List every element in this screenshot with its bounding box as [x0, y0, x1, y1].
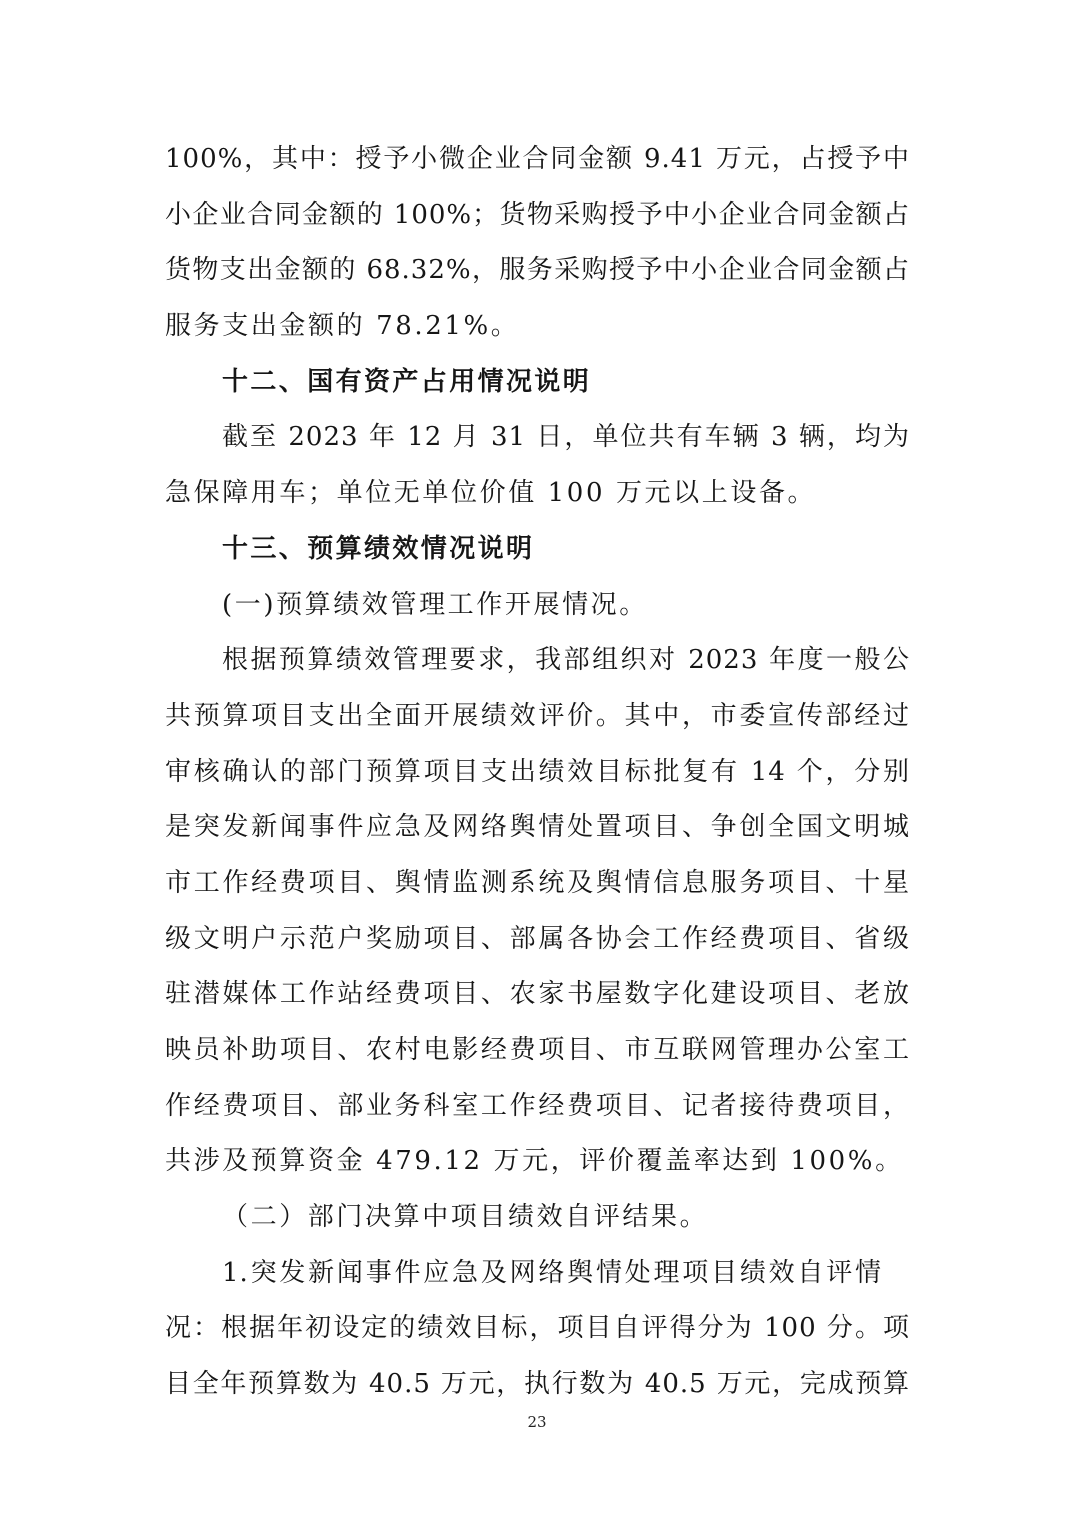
body-line: 况：根据年初设定的绩效目标，项目自评得分为 100 分。项: [165, 1313, 910, 1344]
body-line: 根据预算绩效管理要求，我部组织对 2023 年度一般公: [222, 645, 910, 676]
section-heading-13: 十三、预算绩效情况说明: [222, 533, 535, 564]
body-line: 共预算项目支出全面开展绩效评价。其中，市委宣传部经过: [165, 700, 910, 731]
body-line: 级文明户示范户奖励项目、部属各协会工作经费项目、省级: [165, 923, 910, 954]
body-line: 1.突发新闻事件应急及网络舆情处理项目绩效自评情: [222, 1257, 882, 1288]
body-line: 截至 2023 年 12 月 31 日，单位共有车辆 3 辆，均为: [222, 422, 910, 453]
body-line: 货物支出金额的 68.32%，服务采购授予中小企业合同金额占: [165, 255, 910, 286]
body-line: 市工作经费项目、舆情监测系统及舆情信息服务项目、十星: [165, 867, 910, 898]
page-body: [165, 132, 910, 1413]
subsection-heading-1: (一)预算绩效管理工作开展情况。: [222, 589, 648, 620]
body-line: 目全年预算数为 40.5 万元，执行数为 40.5 万元，完成预算: [165, 1369, 910, 1400]
body-line: 急保障用车；单位无单位价值 100 万元以上设备。: [165, 478, 817, 509]
body-line: 作经费项目、部业务科室工作经费项目、记者接待费项目，: [165, 1090, 910, 1121]
body-line: 驻潜媒体工作站经费项目、农家书屋数字化建设项目、老放: [165, 979, 910, 1010]
body-line: 审核确认的部门预算项目支出绩效目标批复有 14 个，分别: [165, 756, 910, 787]
body-line: 是突发新闻事件应急及网络舆情处置项目、争创全国文明城: [165, 812, 910, 843]
body-line: 服务支出金额的 78.21%。: [165, 311, 520, 342]
body-line: 100%，其中：授予小微企业合同金额 9.41 万元，占授予中: [165, 144, 910, 174]
body-line: 映员补助项目、农村电影经费项目、市互联网管理办公室工: [165, 1035, 910, 1065]
body-line: 共涉及预算资金 479.12 万元，评价覆盖率达到 100%。: [165, 1146, 904, 1177]
subsection-heading-2: （二）部门决算中项目绩效自评结果。: [222, 1202, 709, 1233]
page-number: 23: [527, 1413, 547, 1431]
section-heading-12: 十二、国有资产占用情况说明: [222, 366, 592, 397]
body-line: 小企业合同金额的 100%；货物采购授予中小企业合同金额占: [165, 199, 910, 230]
